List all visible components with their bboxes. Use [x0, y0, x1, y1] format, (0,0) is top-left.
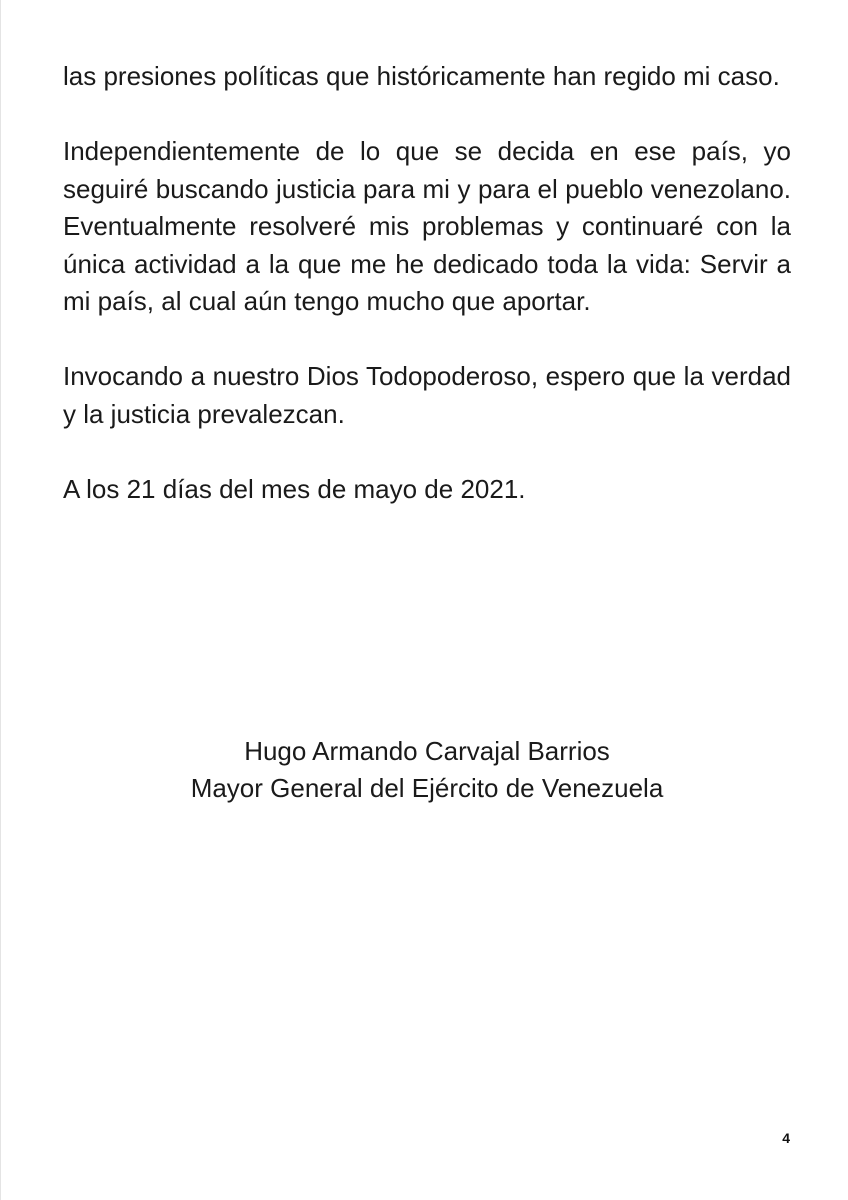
page-number: 4	[782, 1130, 790, 1146]
signatory-name: Hugo Armando Carvajal Barrios	[244, 736, 610, 766]
paragraph-date: A los 21 días del mes de mayo de 2021.	[63, 473, 526, 504]
paragraph-invocation: Invocando a nuestro Dios Todopoderoso, espero que la verdad y la justicia prevalezcan.	[63, 361, 791, 429]
signature-block	[1, 733, 848, 807]
document-body	[63, 58, 791, 546]
paragraph-seeking-justice: Independientemente de lo que se decida en ese país, yo seguiré buscando justicia para mi y para el pueblo venezolano. Eventualmente resolveré mis problemas y continuaré con la única actividad a la que me he dedicado toda la vida: Servir a mi país, al cual aún tengo mucho que aportar.	[63, 136, 791, 316]
signatory-title: Mayor General del Ejército de Venezuela	[190, 773, 664, 803]
paragraph-political-pressures: las presiones políticas que históricamente han regido mi caso.	[63, 61, 780, 91]
